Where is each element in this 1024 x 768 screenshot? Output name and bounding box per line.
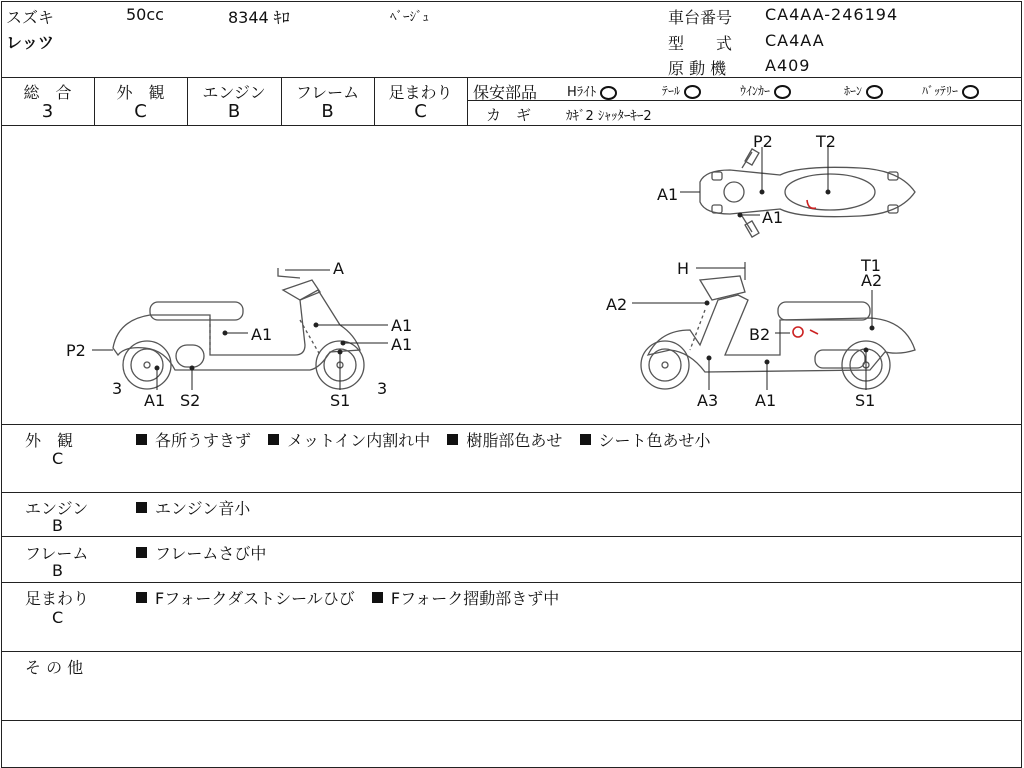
diagram-label: A3 (697, 391, 719, 410)
damage-mark (793, 200, 818, 337)
divider (1, 651, 1022, 652)
overall-label: 総 合 (23, 83, 72, 102)
ok-circle-icon (866, 85, 883, 99)
note-item: 樹脂部色あせ (447, 431, 562, 450)
diagram-label: A1 (391, 316, 413, 335)
ok-circle-icon (774, 85, 791, 99)
diagram-label: T2 (816, 132, 836, 151)
note-item: エンジン音小 (136, 499, 250, 518)
chassis-value: CA4AA-246194 (765, 5, 899, 24)
divider (467, 100, 1022, 101)
exterior-notes (136, 428, 723, 451)
engine-section-label: エンジン (25, 499, 89, 518)
diagram-label: S1 (330, 391, 351, 410)
diagram-label: A1 (755, 391, 777, 410)
color: ﾍﾞｰｼﾞｭ (390, 10, 429, 25)
suspension-section-label: 足まわり (25, 589, 90, 608)
divider (1, 77, 1022, 78)
engine-notes (136, 496, 262, 519)
safety-item-name: ﾃｰﾙ (662, 84, 681, 98)
divider (467, 77, 468, 125)
displacement: 50cc (126, 5, 164, 24)
note-item: メットイン内割れ中 (268, 431, 430, 450)
note-item: Fフォークダストシールひび (136, 589, 355, 608)
diagram-label: A2 (606, 295, 628, 314)
left-side-scooter-drawing (113, 268, 364, 389)
diagram-label: B2 (749, 325, 771, 344)
note-item: フレームさび中 (136, 544, 266, 563)
engine-grade-label: エンジン (202, 83, 266, 102)
engine-label: 原 動 機 (668, 59, 727, 78)
safety-item-name: Hﾗｲﾄ (567, 85, 597, 100)
diagram-label: A1 (657, 185, 679, 204)
maker-name: スズキ (6, 8, 55, 27)
engine-grade-value: B (227, 101, 241, 122)
bullet-square-icon (136, 502, 147, 513)
divider (1, 536, 1022, 537)
diagram-label: 3 (377, 379, 388, 398)
diagram-label: A1 (762, 208, 784, 227)
note-item: Fフォーク摺動部きず中 (372, 589, 559, 608)
bullet-square-icon (580, 434, 591, 445)
note-item: シート色あせ小 (580, 431, 711, 450)
exterior-label: 外 観 (116, 83, 165, 102)
bullet-square-icon (372, 592, 383, 603)
model-name: レッツ (6, 33, 54, 52)
bullet-square-icon (136, 547, 147, 558)
suspension-notes (136, 586, 571, 609)
exterior-section-grade: C (52, 449, 64, 468)
ok-circle-icon (600, 86, 617, 100)
safety-item-name: ﾊﾞｯﾃﾘｰ (922, 84, 959, 98)
diagram-label: S1 (855, 391, 876, 410)
suspension-section-grade: C (52, 608, 64, 627)
diagram-label: A1 (391, 335, 413, 354)
divider (1, 720, 1022, 721)
frame-grade-label: フレーム (295, 83, 360, 102)
safety-item-name: ｳｲﾝｶｰ (740, 84, 771, 98)
bullet-square-icon (447, 434, 458, 445)
mileage: 8344 ｷﾛ (228, 8, 290, 27)
frame-section-label: フレーム (25, 544, 89, 563)
frame-section-grade: B (52, 561, 63, 580)
safety-item-battery (922, 82, 979, 99)
safety-label: 保安部品 (473, 83, 538, 102)
frame-grade-value: B (321, 101, 334, 122)
safety-item-horn (844, 82, 883, 99)
divider (1, 492, 1022, 493)
engine-section-grade: B (52, 516, 63, 535)
diagram-label: A1 (144, 391, 166, 410)
exterior-section-label: 外 観 (25, 431, 74, 450)
exterior-value: C (134, 101, 147, 122)
key-label: カ ギ (486, 106, 532, 124)
safety-item-headlight (567, 81, 617, 100)
overall-value: 3 (41, 101, 54, 122)
safety-item-name: ﾎｰﾝ (844, 84, 863, 98)
diagram-label: A2 (861, 271, 883, 290)
diagram-label: 3 (112, 379, 123, 398)
divider (1, 582, 1022, 583)
type-label: 型 式 (668, 34, 733, 53)
other-section-label: そ の 他 (25, 658, 84, 677)
diagram-label: H (677, 259, 690, 278)
note-item: 各所うすきず (136, 431, 251, 450)
diagram-label: T1 (861, 256, 881, 275)
chassis-label: 車台番号 (668, 8, 733, 27)
diagram-label: P2 (753, 132, 773, 151)
frame-notes (136, 541, 278, 564)
safety-item-winker (740, 82, 791, 99)
ok-circle-icon (962, 85, 979, 99)
safety-item-tail (662, 82, 701, 99)
top-view-scooter-drawing (700, 149, 915, 237)
bullet-square-icon (268, 434, 279, 445)
bullet-square-icon (136, 592, 147, 603)
bullet-square-icon (136, 434, 147, 445)
diagram-label: S2 (180, 391, 201, 410)
engine-value: A409 (765, 56, 811, 75)
type-value: CA4AA (765, 31, 825, 50)
diagram-label: P2 (66, 341, 86, 360)
diagram-label: A1 (251, 325, 273, 344)
suspension-grade-label: 足まわり (388, 83, 453, 102)
ok-circle-icon (684, 85, 701, 99)
key-value: ｶｷﾞ2 ｼｬｯﾀｰｷｰ2 (566, 109, 652, 124)
diagram-label: A (333, 259, 344, 278)
suspension-grade-value: C (414, 101, 427, 122)
